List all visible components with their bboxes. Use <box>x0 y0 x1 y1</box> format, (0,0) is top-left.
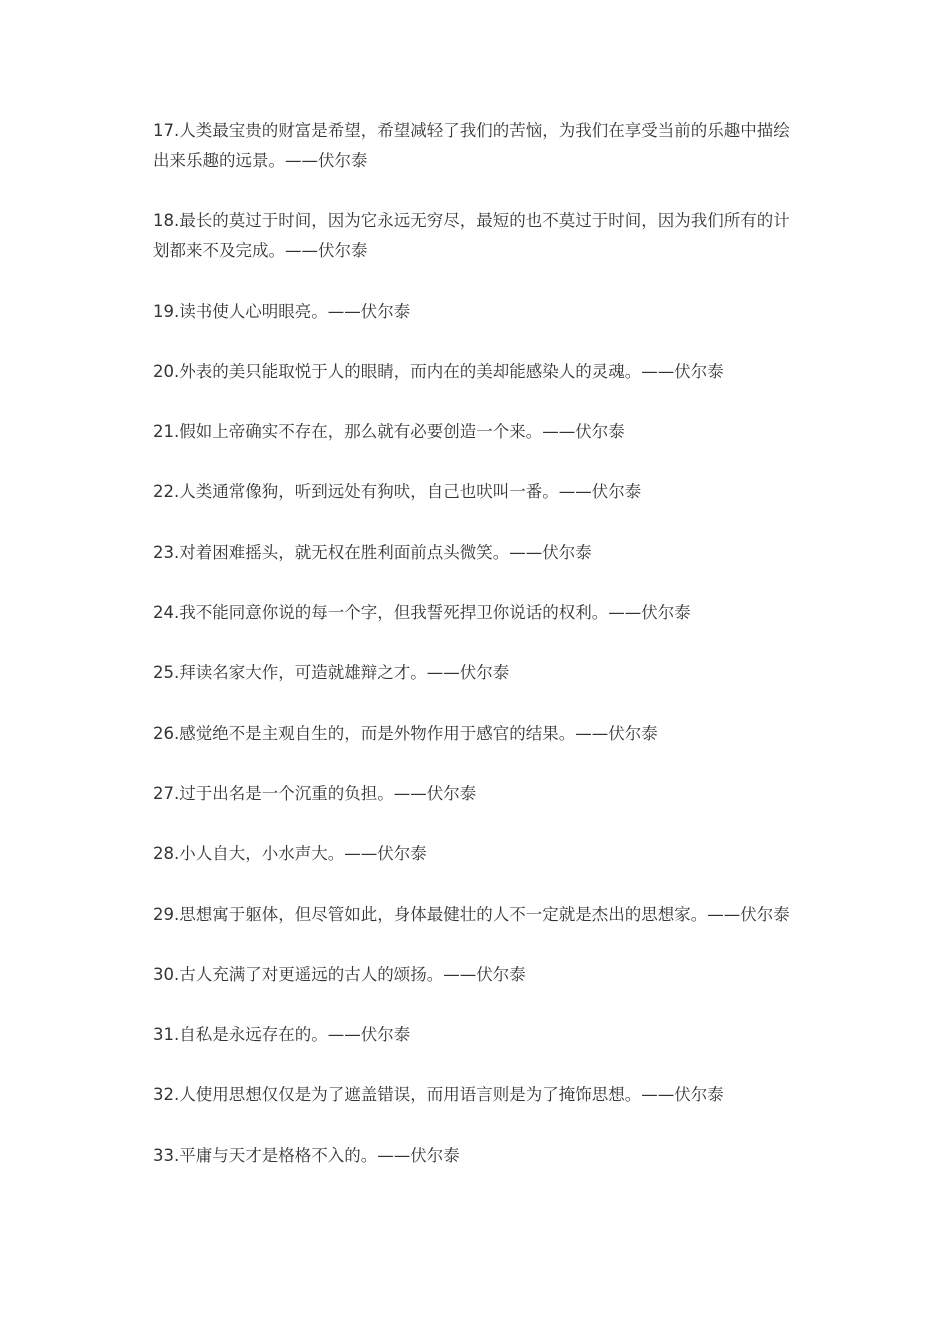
quote-item: 24.我不能同意你说的每一个字，但我誓死捍卫你说话的权利。——伏尔泰 <box>153 603 691 623</box>
quote-item: 18.最长的莫过于时间，因为它永远无穷尽，最短的也不莫过于时间，因为我们所有的计划都来不及完成。——伏尔泰 <box>153 211 790 261</box>
quote-item: 17.人类最宝贵的财富是希望，希望减轻了我们的苦恼，为我们在享受当前的乐趣中描绘出来乐趣的远景。——伏尔泰 <box>153 121 790 170</box>
quote-item: 25.拜读名家大作，可造就雄辩之才。——伏尔泰 <box>153 663 510 683</box>
quote-item: 32.人使用思想仅仅是为了遮盖错误，而用语言则是为了掩饰思想。——伏尔泰 <box>153 1085 724 1105</box>
quote-item: 22.人类通常像狗，听到远处有狗吠，自己也吠叫一番。——伏尔泰 <box>153 482 642 502</box>
quote-item: 30.古人充满了对更遥远的古人的颂扬。——伏尔泰 <box>153 964 526 984</box>
quote-item: 33.平庸与天才是格格不入的。——伏尔泰 <box>153 1145 460 1165</box>
quote-item: 20.外表的美只能取悦于人的眼睛，而内在的美却能感染人的灵魂。——伏尔泰 <box>153 361 724 381</box>
quote-item: 27.过于出名是一个沉重的负担。——伏尔泰 <box>153 783 477 803</box>
quote-list <box>153 116 803 1201</box>
quote-item: 26.感觉绝不是主观自生的，而是外物作用于感官的结果。——伏尔泰 <box>153 723 658 743</box>
quote-item: 31.自私是永远存在的。——伏尔泰 <box>153 1025 411 1045</box>
quote-item: 19.读书使人心明眼亮。——伏尔泰 <box>153 301 411 321</box>
quote-item: 28.小人自大，小水声大。——伏尔泰 <box>153 844 427 864</box>
quote-item: 21.假如上帝确实不存在，那么就有必要创造一个来。——伏尔泰 <box>153 422 625 442</box>
quote-item: 29.思想寓于躯体，但尽管如此，身体最健壮的人不一定就是杰出的思想家。——伏尔泰 <box>153 904 790 924</box>
quote-item: 23.对着困难摇头，就无权在胜利面前点头微笑。——伏尔泰 <box>153 542 592 562</box>
